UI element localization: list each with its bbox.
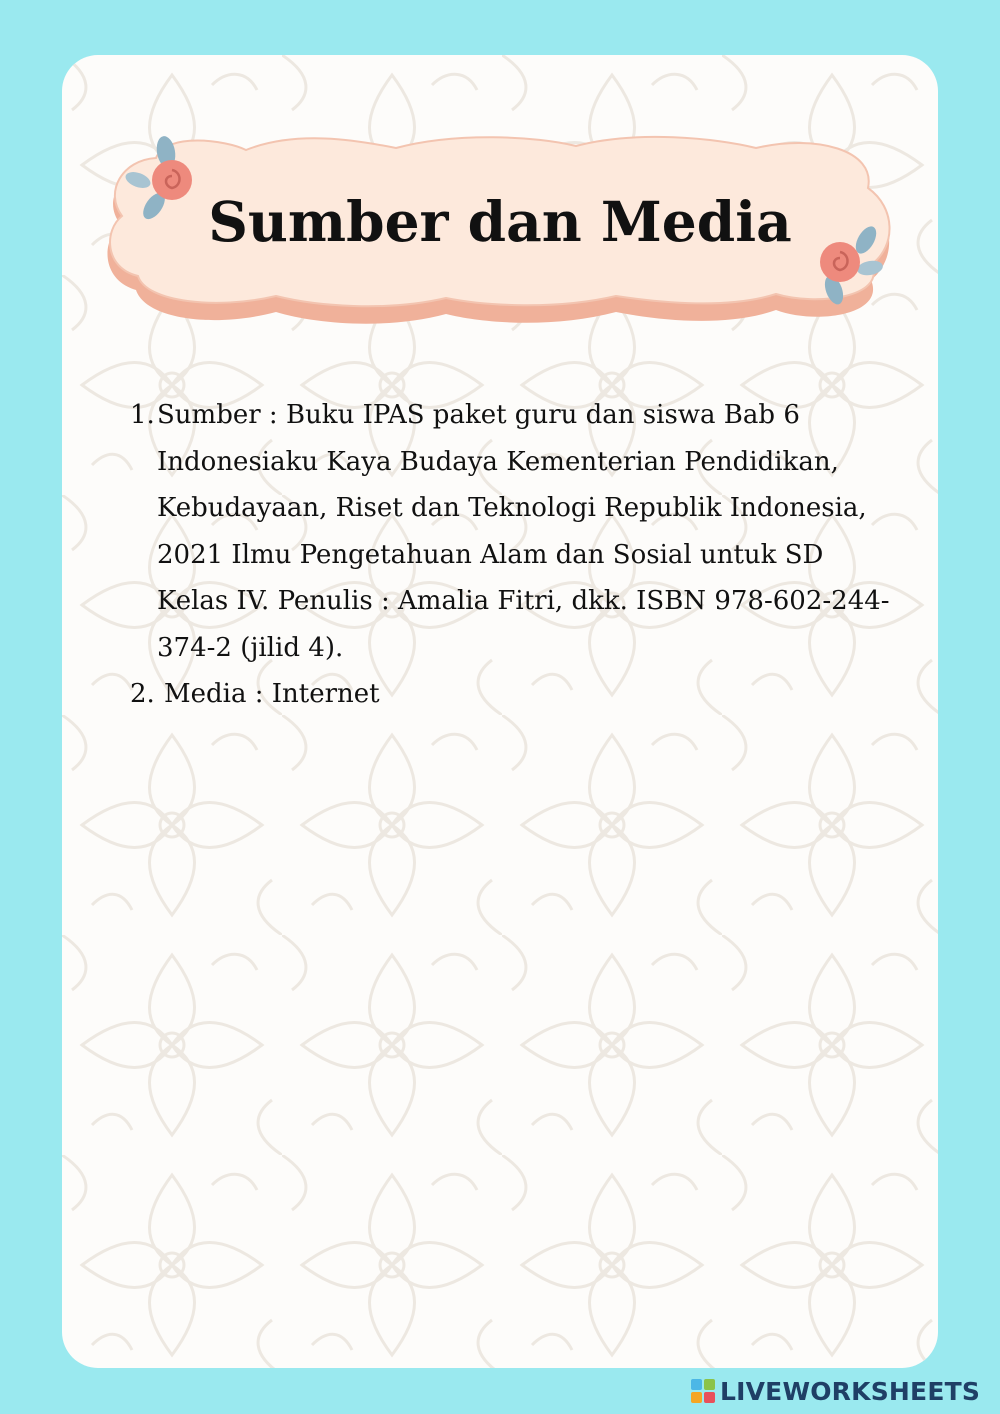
list-item-number: 1. <box>130 400 155 430</box>
list-item-text: Sumber : Buku IPAS paket guru dan siswa Bab 6 Indonesiaku Kaya Budaya Kementerian Pendidikan, Kebudayaan, Riset dan Teknologi Republik Indonesia, 2021 Ilmu Pengetahuan Alam dan Sosial untuk SD Kelas IV. Penulis : Amalia Fitri, dkk. ISBN 978-602-244-374-2 (jilid 4). <box>157 400 890 663</box>
source-list <box>130 392 890 718</box>
page-title: Sumber dan Media <box>208 189 792 254</box>
list-item-text: Media : Internet <box>164 679 380 709</box>
brand-footer <box>690 1376 980 1406</box>
list-item <box>130 671 890 718</box>
liveworksheets-logo-icon <box>690 1378 716 1404</box>
brand-name: LIVEWORKSHEETS <box>720 1376 981 1406</box>
list-item-number: 2. <box>130 679 155 709</box>
list-item <box>130 392 890 671</box>
